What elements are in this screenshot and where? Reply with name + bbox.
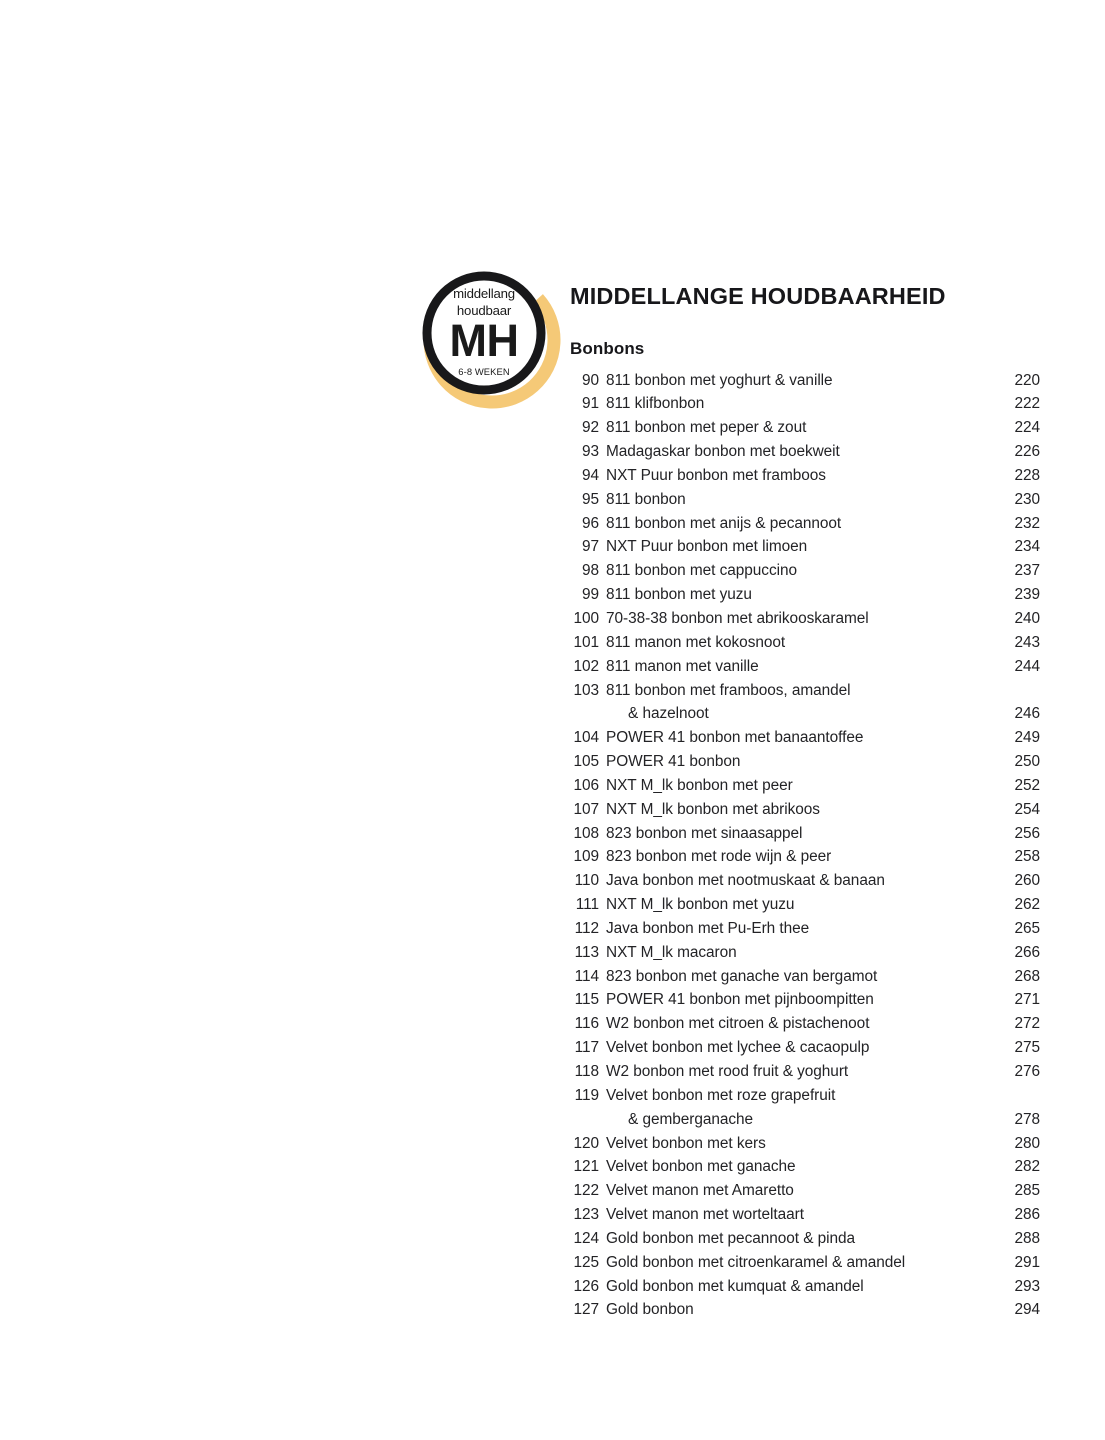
toc-entry[interactable]	[570, 1108, 1040, 1132]
toc-entry[interactable]	[570, 1298, 1040, 1322]
toc-entry-page: 244	[1014, 657, 1040, 675]
toc-entry[interactable]	[570, 535, 1040, 559]
toc-entry-number: 102	[573, 657, 599, 675]
toc-entry-label: Gold bonbon met pecannoot & pinda	[606, 1229, 856, 1247]
toc-entry-label: 811 bonbon met anijs & pecannoot	[606, 514, 842, 532]
toc-entry-number: 112	[574, 919, 599, 937]
toc-entry-number: 115	[574, 991, 599, 1009]
toc-entry[interactable]	[570, 1012, 1040, 1036]
toc-entry-page: 282	[1014, 1158, 1040, 1176]
toc-entry-number: 125	[573, 1253, 599, 1271]
toc-entry[interactable]	[570, 655, 1040, 679]
toc-entry-number: 108	[573, 824, 599, 842]
badge-line-2: houdbaar	[456, 303, 512, 318]
toc-entry-number: 114	[574, 967, 599, 985]
toc-entry-number: 91	[581, 395, 599, 413]
toc-entry-label: 811 manon met vanille	[606, 657, 759, 675]
toc-entry-label: 823 bonbon met rode wijn & peer	[606, 848, 832, 866]
toc-entry-page: 276	[1014, 1063, 1040, 1080]
toc-entry-page: 249	[1014, 729, 1040, 747]
toc-entry-page: 291	[1014, 1253, 1040, 1271]
toc-entry-number: 94	[581, 466, 599, 484]
toc-entry[interactable]	[570, 1251, 1040, 1275]
toc-entry-page: 258	[1014, 848, 1040, 866]
toc-entry-label: NXT Puur bonbon met limoen	[606, 538, 808, 556]
toc-entry-number: 109	[573, 848, 599, 866]
toc-entry-number: 120	[573, 1134, 599, 1152]
toc-entry[interactable]	[570, 440, 1040, 464]
toc-entry-label: Gold bonbon met citroenkaramel & amandel	[606, 1253, 906, 1271]
toc-entry-label: 811 klifbonbon	[606, 395, 705, 413]
subsection-title: Bonbons	[570, 338, 645, 358]
toc-entry[interactable]	[570, 464, 1040, 488]
toc-entry-number: 106	[573, 776, 599, 794]
toc-entry-label: Velvet bonbon met roze grapefruit	[606, 1086, 836, 1104]
toc-entry-number: 99	[581, 586, 599, 604]
toc-entry-number: 113	[574, 943, 599, 961]
toc-entry-number: 126	[573, 1277, 599, 1295]
toc-entry-number: 119	[574, 1086, 599, 1104]
toc-entry-page: 228	[1014, 466, 1040, 484]
toc-entry-number: 98	[581, 562, 599, 580]
toc-entry[interactable]	[570, 1060, 1040, 1084]
toc-entry-label: NXT M_lk macaron	[606, 943, 737, 961]
toc-entry-number: 96	[581, 514, 599, 532]
toc-entry-label: NXT M_lk bonbon met abrikoos	[606, 800, 820, 818]
toc-entry-number: 121	[573, 1158, 599, 1176]
toc-entry-number: 111	[575, 896, 599, 914]
toc-entry-label: 811 bonbon met framboos, amandel	[606, 681, 851, 699]
toc-entry-label: & gemberganache	[628, 1110, 754, 1128]
toc-entry-number: 117	[574, 1039, 599, 1057]
toc-entry-label: Velvet bonbon met kers	[606, 1134, 766, 1152]
toc-entry-number: 118	[574, 1063, 599, 1080]
toc-entry-label: W2 bonbon met citroen & pistachenoot	[606, 1015, 870, 1033]
toc-entry-label: Java bonbon met nootmuskaat & banaan	[606, 872, 885, 890]
toc-entry[interactable]	[570, 941, 1040, 965]
toc-entry[interactable]	[570, 583, 1040, 607]
badge-duration: 6-8 WEKEN	[458, 366, 510, 377]
toc-entry-number: 100	[573, 609, 599, 627]
toc-entry-page: 256	[1014, 824, 1040, 842]
toc-entry-page: 237	[1014, 562, 1040, 580]
toc-entry[interactable]	[570, 1203, 1040, 1227]
table-of-contents	[570, 359, 1040, 1323]
toc-entry[interactable]	[570, 869, 1040, 893]
toc-entry-number: 105	[573, 753, 599, 771]
toc-entry-number: 116	[574, 1015, 599, 1033]
toc-entry-page: 288	[1014, 1229, 1040, 1247]
toc-entry-number: 92	[581, 419, 599, 437]
toc-entry-label: Madagaskar bonbon met boekweit	[606, 443, 840, 461]
toc-entry[interactable]	[570, 512, 1040, 536]
toc-entry-number: 93	[581, 443, 599, 461]
toc-entry-label: 811 manon met kokosnoot	[606, 633, 786, 651]
toc-entry[interactable]	[570, 1155, 1040, 1179]
toc-entry-page: 246	[1014, 705, 1040, 723]
toc-entry[interactable]	[570, 988, 1040, 1012]
toc-entry[interactable]	[570, 774, 1040, 798]
toc-entry-number: 101	[573, 633, 599, 651]
toc-entry-page: 250	[1014, 753, 1040, 771]
toc-entry-page: 243	[1014, 633, 1040, 651]
toc-entry-number: 124	[573, 1229, 599, 1247]
toc-entry-page: 254	[1014, 800, 1040, 818]
toc-entry[interactable]	[570, 1179, 1040, 1203]
toc-entry-label: 823 bonbon met ganache van bergamot	[606, 967, 878, 985]
toc-entry-label: Gold bonbon met kumquat & amandel	[606, 1277, 864, 1295]
toc-entry-page: 271	[1014, 991, 1040, 1009]
toc-entry-label: & hazelnoot	[628, 705, 709, 723]
section-title: MIDDELLANGE HOUDBAARHEID	[570, 283, 946, 309]
toc-content-column	[570, 284, 1040, 1322]
toc-entry[interactable]	[570, 416, 1040, 440]
toc-entry-number: 95	[581, 490, 599, 508]
toc-entry[interactable]	[570, 392, 1040, 416]
middellange-houdbaarheid-badge	[412, 255, 562, 415]
toc-entry[interactable]	[570, 1132, 1040, 1156]
toc-entry-page: 230	[1014, 490, 1040, 508]
toc-entry[interactable]	[570, 488, 1040, 512]
toc-entry[interactable]	[570, 845, 1040, 869]
toc-entry-page: 234	[1014, 538, 1040, 556]
toc-entry-label: Velvet manon met Amaretto	[606, 1182, 794, 1200]
toc-entry-label: POWER 41 bonbon	[606, 753, 741, 771]
toc-entry-page: 239	[1014, 586, 1040, 604]
toc-entry-page: 294	[1014, 1301, 1040, 1319]
toc-entry[interactable]	[570, 702, 1040, 726]
toc-entry-page: 266	[1014, 943, 1040, 961]
toc-entry[interactable]	[570, 679, 1040, 703]
toc-entry-page: 226	[1014, 443, 1040, 461]
toc-entry-page: 220	[1014, 371, 1040, 389]
toc-entry-label: POWER 41 bonbon met pijnboompitten	[606, 991, 874, 1009]
toc-entry-label: Velvet manon met worteltaart	[606, 1206, 804, 1224]
toc-entry-page: 222	[1014, 395, 1040, 413]
toc-entry-page: 252	[1014, 776, 1040, 794]
toc-entry-number: 127	[573, 1301, 599, 1319]
toc-entry-label: W2 bonbon met rood fruit & yoghurt	[606, 1063, 849, 1080]
toc-entry[interactable]	[570, 822, 1040, 846]
toc-entry-page: 260	[1014, 872, 1040, 890]
toc-entry-label: 811 bonbon met yuzu	[606, 586, 752, 604]
toc-entry-label: Velvet bonbon met ganache	[606, 1158, 796, 1176]
toc-entry-label: 823 bonbon met sinaasappel	[606, 824, 803, 842]
toc-entry[interactable]	[570, 369, 1040, 393]
toc-entry-page: 293	[1014, 1277, 1040, 1295]
toc-entry-label: POWER 41 bonbon met banaantoffee	[606, 729, 864, 747]
toc-entry-page: 265	[1014, 919, 1040, 937]
toc-entry[interactable]	[570, 607, 1040, 631]
toc-entry[interactable]	[570, 1084, 1040, 1108]
toc-entry-label: NXT Puur bonbon met framboos	[606, 466, 826, 484]
toc-entry-page: 285	[1014, 1182, 1040, 1200]
toc-entry[interactable]	[570, 893, 1040, 917]
toc-entry[interactable]	[570, 1036, 1040, 1060]
toc-entry-page: 275	[1014, 1039, 1040, 1057]
toc-entry-number: 122	[573, 1182, 599, 1200]
toc-entry-page: 278	[1014, 1110, 1040, 1128]
toc-entry[interactable]	[570, 1275, 1040, 1299]
toc-entry-page: 280	[1014, 1134, 1040, 1152]
toc-entry-page: 272	[1014, 1015, 1040, 1033]
toc-entry-label: 811 bonbon	[606, 490, 686, 508]
toc-entry-page: 224	[1014, 419, 1040, 437]
toc-entry-page: 262	[1014, 896, 1040, 914]
toc-entry-page: 232	[1014, 514, 1040, 532]
toc-entry-label: 70-38-38 bonbon met abrikooskaramel	[606, 609, 869, 627]
toc-entry-label: Java bonbon met Pu-Erh thee	[606, 919, 810, 937]
toc-entry[interactable]	[570, 965, 1040, 989]
toc-entry-label: 811 bonbon met cappuccino	[606, 562, 797, 580]
toc-entry-label: Gold bonbon	[606, 1301, 694, 1319]
toc-entry-number: 123	[573, 1206, 599, 1224]
toc-entry-number: 103	[573, 681, 599, 699]
toc-entry-label: NXT M_lk bonbon met peer	[606, 776, 793, 794]
toc-entry-page: 286	[1014, 1206, 1040, 1224]
toc-entry-number: 104	[573, 729, 599, 747]
badge-initials: MH	[449, 315, 519, 366]
toc-entry[interactable]	[570, 917, 1040, 941]
toc-entry-page: 240	[1014, 609, 1040, 627]
toc-entry[interactable]	[570, 798, 1040, 822]
toc-entry-number: 90	[581, 371, 599, 389]
toc-entry-number: 110	[574, 872, 599, 890]
toc-entry-label: 811 bonbon met peper & zout	[606, 419, 807, 437]
toc-entry-label: Velvet bonbon met lychee & cacaopulp	[606, 1039, 870, 1057]
toc-entry[interactable]	[570, 559, 1040, 583]
toc-entry[interactable]	[570, 750, 1040, 774]
toc-entry-label: 811 bonbon met yoghurt & vanille	[606, 371, 833, 389]
toc-entry-page: 268	[1014, 967, 1040, 985]
badge-line-1: middellang	[453, 286, 515, 301]
toc-entry[interactable]	[570, 1227, 1040, 1251]
toc-entry[interactable]	[570, 631, 1040, 655]
toc-entry[interactable]	[570, 726, 1040, 750]
toc-entry-number: 107	[573, 800, 599, 818]
toc-entry-number: 97	[581, 538, 599, 556]
toc-entry-label: NXT M_lk bonbon met yuzu	[606, 896, 795, 914]
